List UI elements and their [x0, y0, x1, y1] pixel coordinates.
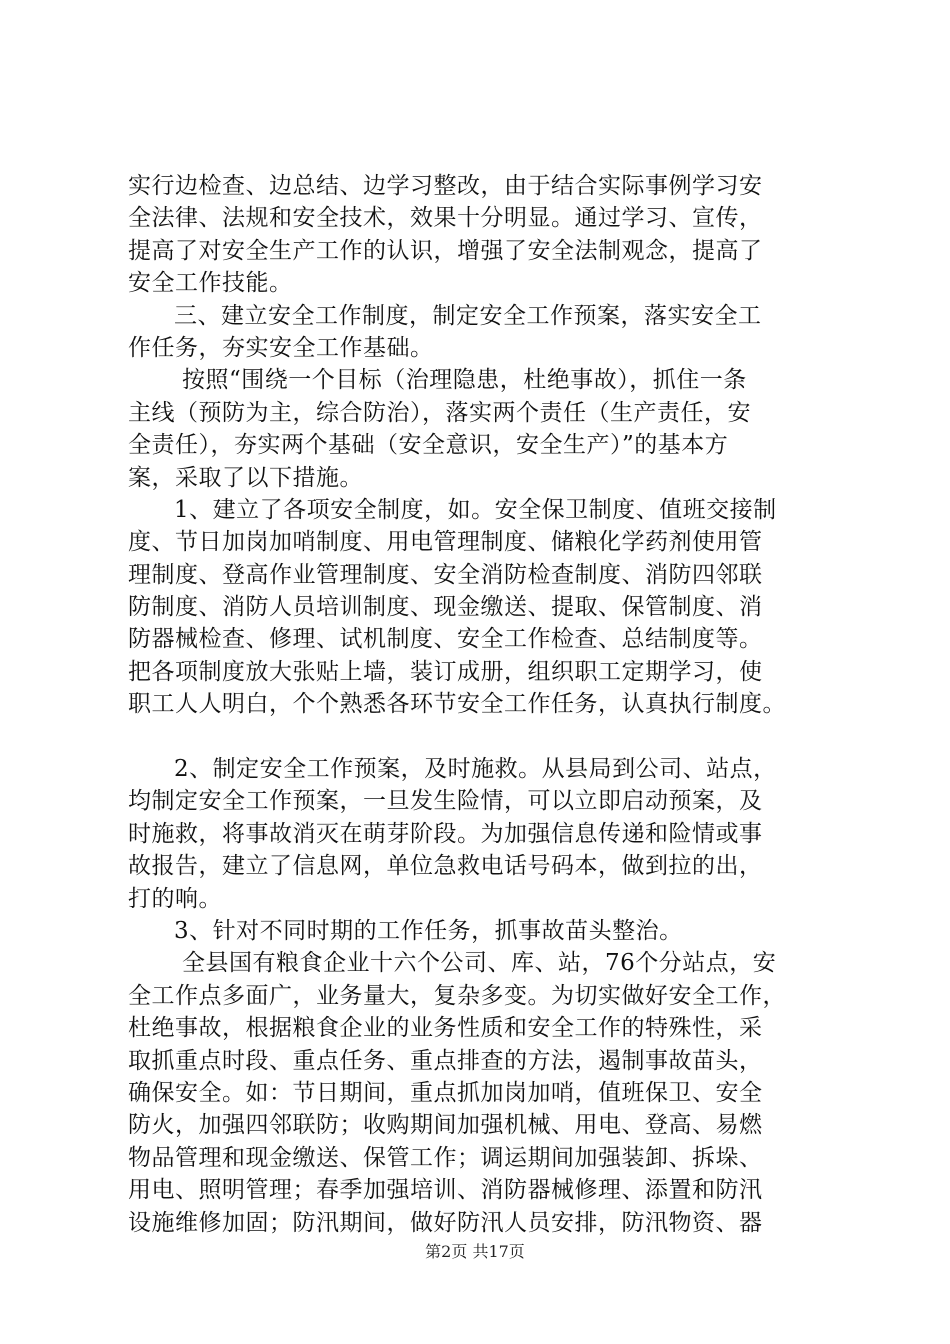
text-line: 设施维修加固；防汛期间，做好防汛人员安排，防汛物资、器	[128, 1209, 763, 1236]
text-line: 理制度、登高作业管理制度、安全消防检查制度、消防四邻联	[128, 561, 763, 588]
text-line: 故报告，建立了信息网，单位急救电话号码本，做到拉的出，	[128, 853, 763, 880]
text-line: 确保安全。如：节日期间，重点抓加岗加哨，值班保卫、安全	[128, 1079, 763, 1106]
text-line: 提高了对安全生产工作的认识，增强了安全法制观念，提高了	[128, 237, 763, 264]
text-line: 防器械检查、修理、试机制度、安全工作检查、总结制度等。	[128, 626, 763, 653]
section-heading-line: 作任务，夯实安全工作基础。	[128, 334, 434, 361]
text-line: 1、建立了各项安全制度，如。安全保卫制度、值班交接制	[174, 496, 777, 523]
text-line: 打的响。	[128, 885, 222, 912]
text-line: 把各项制度放大张贴上墙，装订成册，组织职工定期学习，使	[128, 658, 763, 685]
text-line: 防火，加强四邻联防；收购期间加强机械、用电、登高、易燃	[128, 1112, 763, 1139]
text-line: 度、节日加岗加哨制度、用电管理制度、储粮化学药剂使用管	[128, 529, 763, 556]
text-line: 2、制定安全工作预案，及时施救。从县局到公司、站点，	[174, 756, 777, 783]
text-line: 全工作点多面广，业务量大，复杂多变。为切实做好安全工作，	[128, 982, 786, 1009]
text-line: 全责任），夯实两个基础（安全意识，安全生产）”的基本方	[128, 432, 729, 459]
text-line: 防制度、消防人员培训制度、现金缴送、提取、保管制度、消	[128, 594, 763, 621]
document-body	[128, 170, 828, 1271]
section-heading-line: 三、建立安全工作制度，制定安全工作预案，落实安全工	[174, 302, 762, 329]
text-line: 按照“围绕一个目标（治理隐患，杜绝事故），抓住一条	[182, 367, 747, 394]
text-line: 3、针对不同时期的工作任务，抓事故苗头整治。	[174, 917, 683, 944]
text-line: 案，采取了以下措施。	[128, 464, 363, 491]
text-line: 时施救，将事故消灭在萌芽阶段。为加强信息传递和险情或事	[128, 820, 763, 847]
text-line: 均制定安全工作预案，一旦发生险情，可以立即启动预案，及	[128, 788, 763, 815]
text-line: 职工人人明白，个个熟悉各环节安全工作任务，认真执行制度。	[128, 691, 786, 718]
text-line: 用电、照明管理；春季加强培训、消防器械修理、添置和防汛	[128, 1177, 763, 1204]
paragraph-gap	[128, 721, 828, 753]
page-number-footer: 第2页 共17页	[425, 1242, 525, 1261]
text-line: 取抓重点时段、重点任务、重点排查的方法，遏制事故苗头，	[128, 1047, 763, 1074]
text-line: 实行边检查、边总结、边学习整改，由于结合实际事例学习安	[128, 173, 763, 199]
text-line: 物品管理和现金缴送、保管工作；调运期间加强装卸、拆垛、	[128, 1144, 763, 1171]
text-line: 主线（预防为主，综合防治），落实两个责任（生产责任，安	[128, 399, 751, 426]
text-line: 全法律、法规和安全技术，效果十分明显。通过学习、宣传，	[128, 205, 763, 232]
text-line: 安全工作技能。	[128, 270, 293, 297]
text-line: 全县国有粮食企业十六个公司、库、站，76个分站点，安	[182, 950, 777, 977]
text-line: 杜绝事故，根据粮食企业的业务性质和安全工作的特殊性，采	[128, 1015, 763, 1042]
